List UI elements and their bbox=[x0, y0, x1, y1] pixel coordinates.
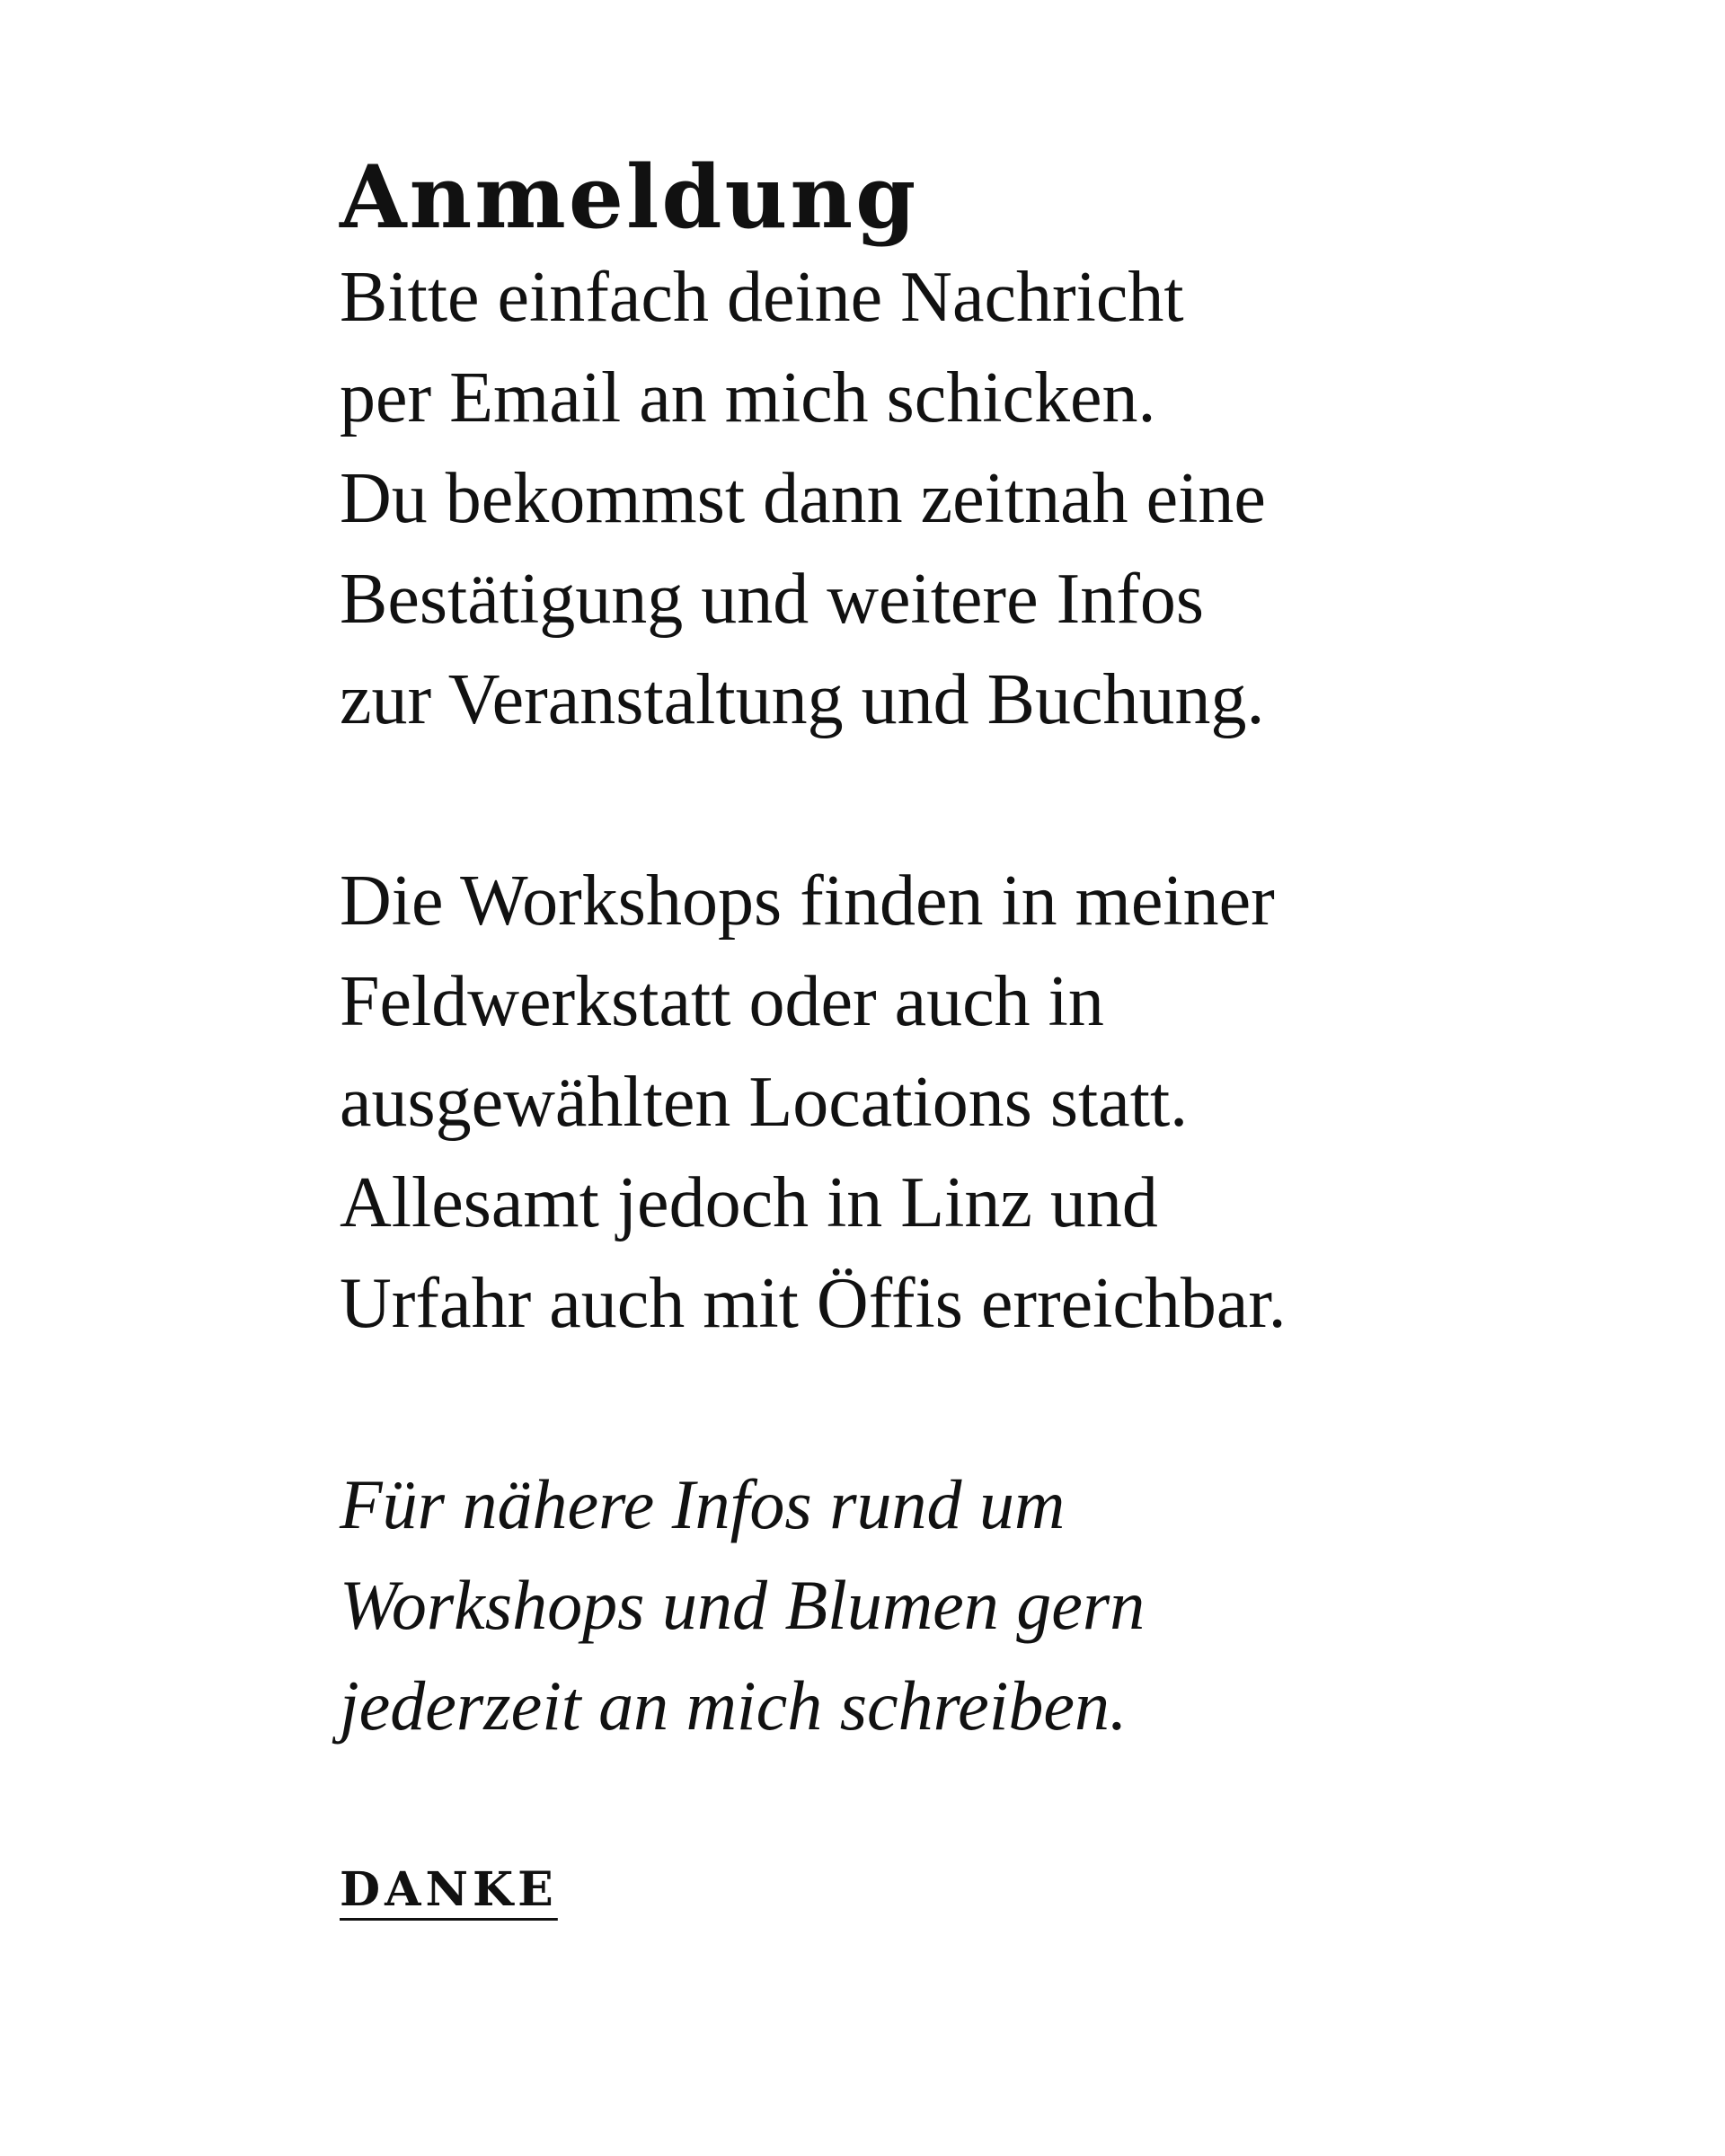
paragraph-line: zur Veranstaltung und Buchung. bbox=[340, 659, 1265, 739]
contact-paragraph bbox=[340, 1454, 1418, 1756]
paragraph-line: jederzeit an mich schreiben. bbox=[340, 1666, 1128, 1745]
paragraph-line: Bitte einfach deine Nachricht bbox=[340, 257, 1184, 337]
paragraph-line: Workshops und Blumen gern bbox=[340, 1565, 1146, 1644]
paragraph-line: Bestätigung und weitere Infos bbox=[340, 559, 1204, 639]
thanks-link[interactable]: DANKE bbox=[340, 1861, 558, 1917]
paragraph-line: Die Workshops finden in meiner bbox=[340, 861, 1275, 941]
location-paragraph bbox=[340, 851, 1418, 1354]
paragraph-line: Allesamt jedoch in Linz und bbox=[340, 1162, 1158, 1242]
paragraph-line: Für nähere Infos rund um bbox=[340, 1464, 1066, 1543]
paragraph-line: Feldwerkstatt oder auch in bbox=[340, 961, 1104, 1041]
paragraph-line: Urfahr auch mit Öffis erreichbar. bbox=[340, 1263, 1287, 1343]
registration-paragraph bbox=[340, 247, 1418, 750]
page-title: Anmeldung bbox=[340, 146, 919, 248]
paragraph-line: per Email an mich schicken. bbox=[340, 358, 1156, 437]
paragraph-line: Du bekommst dann zeitnah eine bbox=[340, 458, 1266, 538]
paragraph-line: ausgewählten Locations statt. bbox=[340, 1062, 1189, 1142]
content-column bbox=[340, 146, 1418, 1917]
